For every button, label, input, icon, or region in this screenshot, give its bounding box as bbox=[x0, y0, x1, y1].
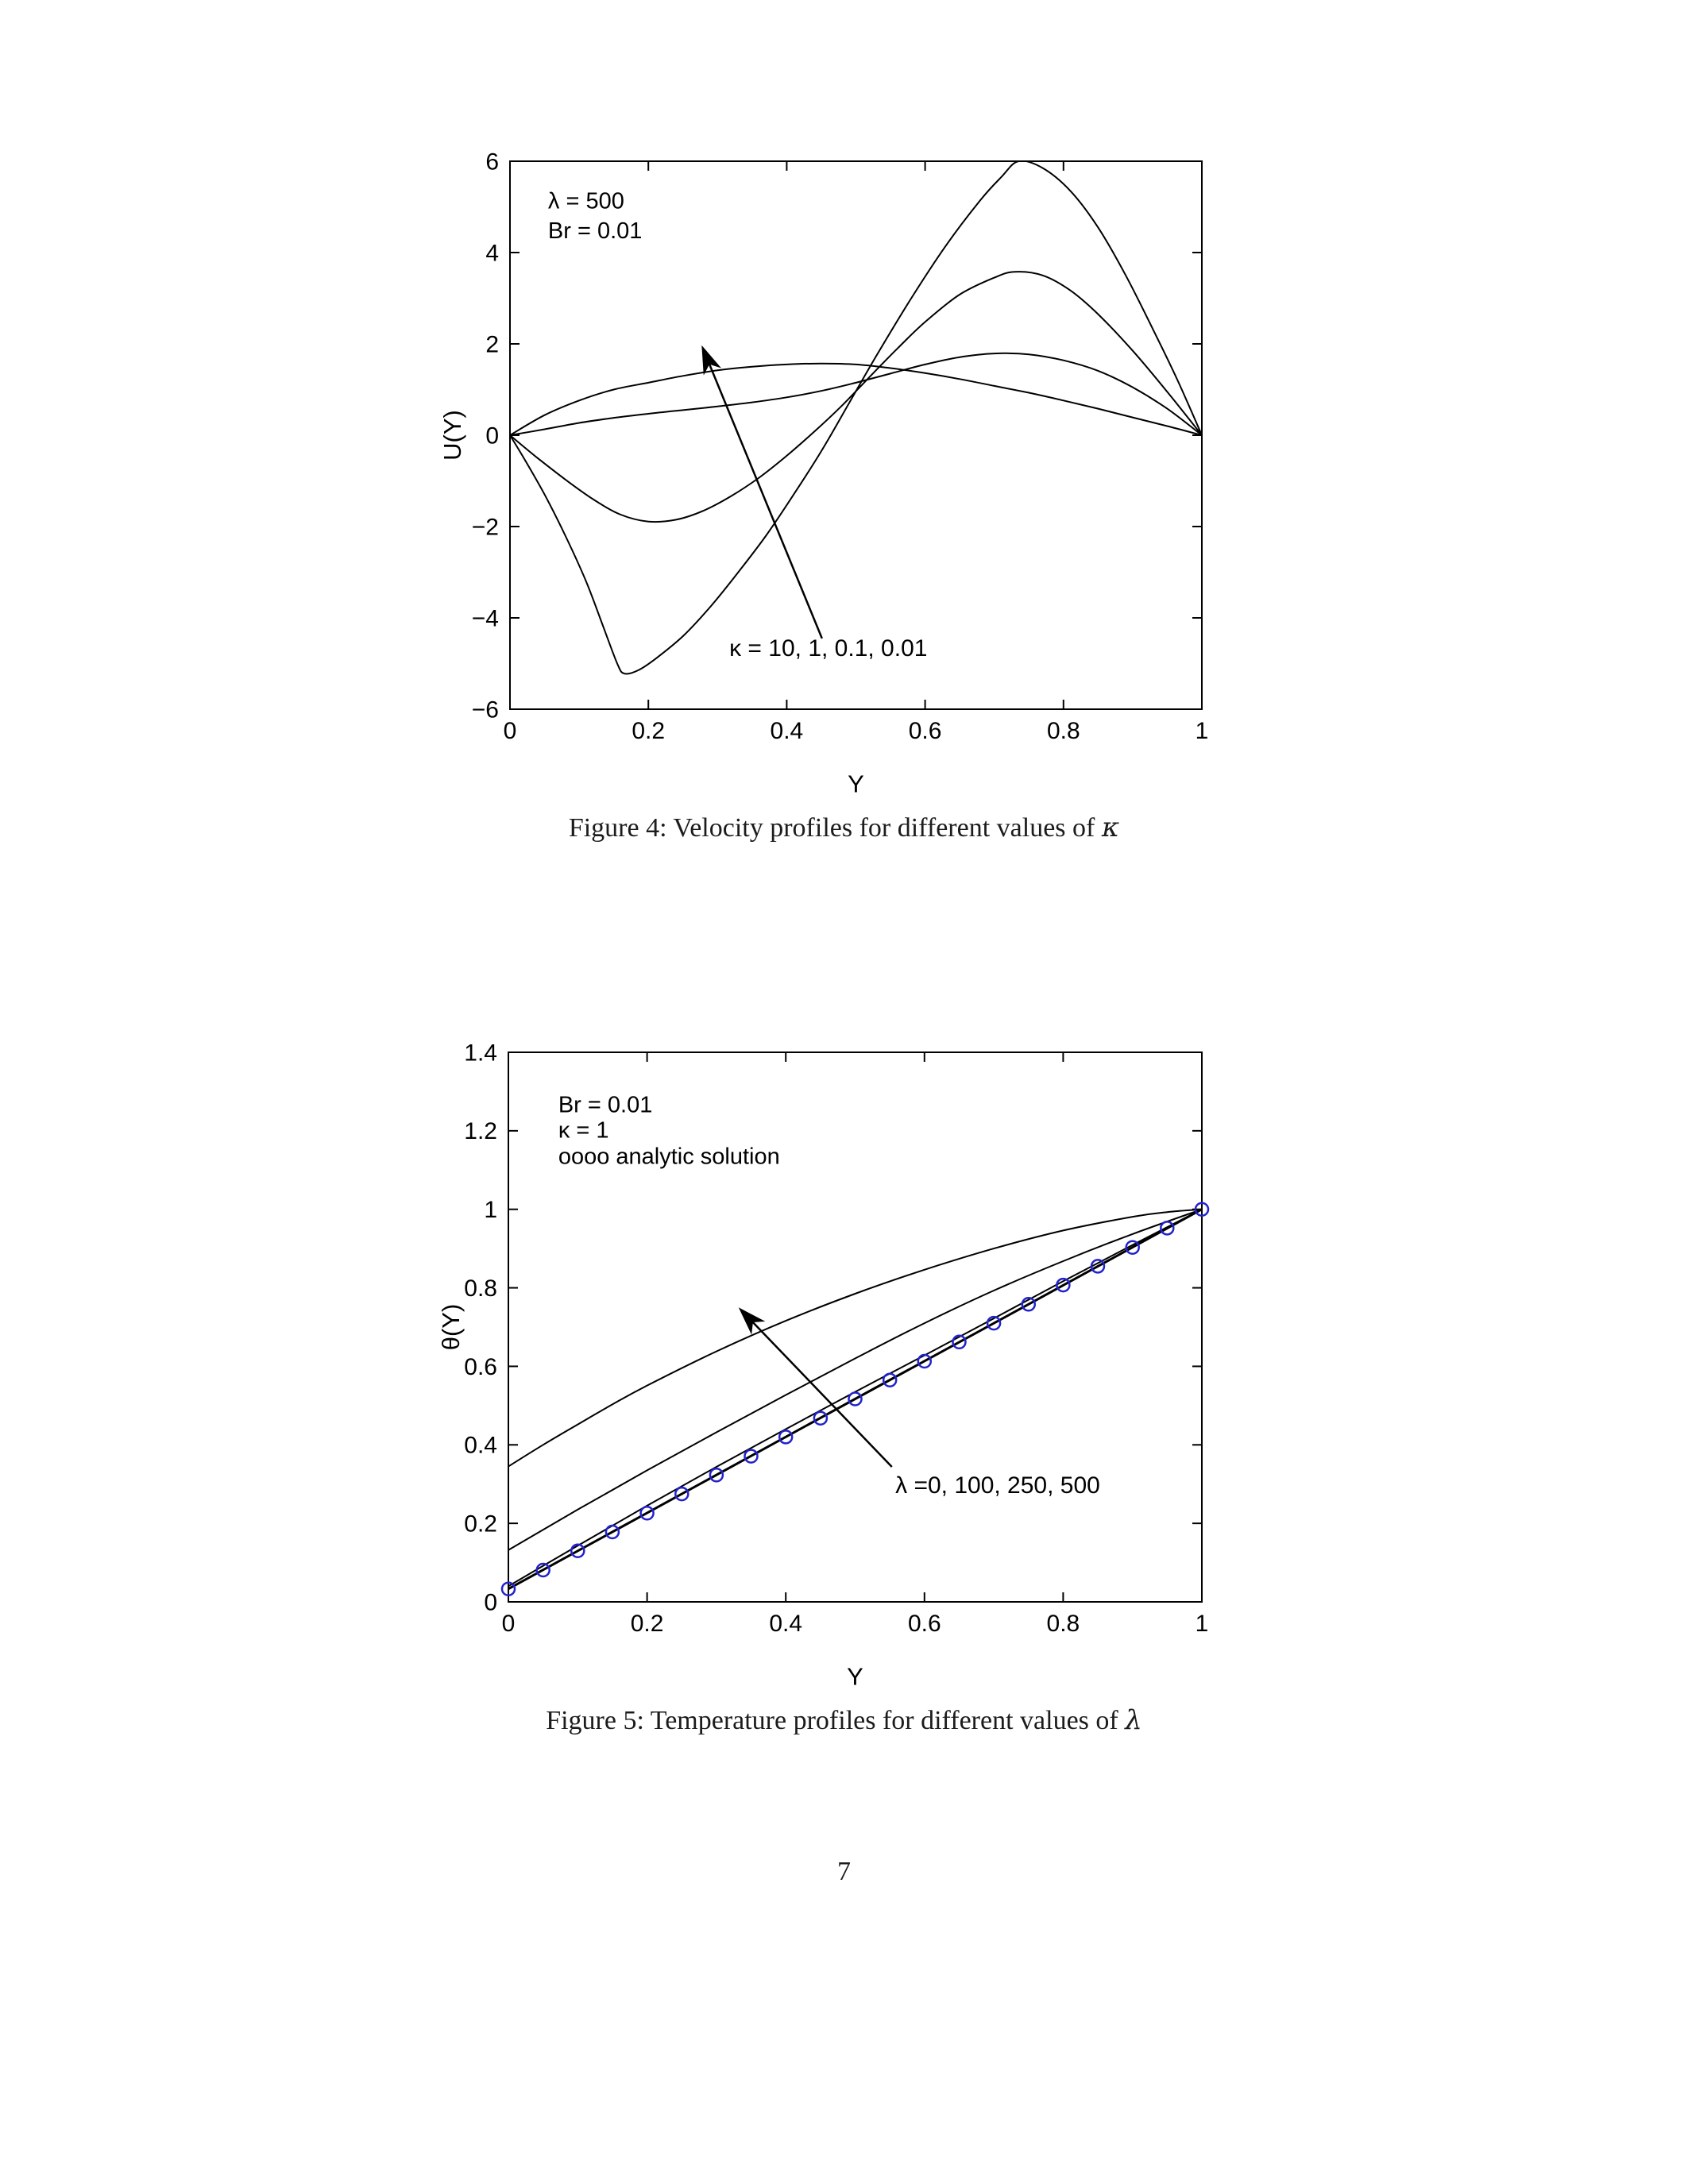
y-tick-label: 0 bbox=[484, 1589, 497, 1616]
y-tick-label: 0.8 bbox=[464, 1275, 497, 1302]
y-tick-label: 0.6 bbox=[464, 1353, 497, 1380]
x-tick-label: 0.2 bbox=[632, 717, 666, 744]
series-group bbox=[508, 1210, 1202, 1589]
figure4-velocity-chart bbox=[429, 103, 1247, 802]
plot-annotation: κ = 1 bbox=[558, 1117, 609, 1144]
series-κ = 10 bbox=[510, 364, 1202, 435]
y-tick-label: 0.4 bbox=[464, 1432, 497, 1459]
x-tick-label: 0.8 bbox=[1046, 1610, 1080, 1637]
y-tick-label: 6 bbox=[485, 149, 499, 176]
x-axis-label: Y bbox=[847, 1662, 863, 1691]
x-tick-label: 0.2 bbox=[630, 1610, 664, 1637]
page-number: 7 bbox=[837, 1857, 851, 1886]
figure4-caption bbox=[0, 812, 1688, 843]
y-tick-label: 1.4 bbox=[464, 1040, 497, 1067]
y-tick-label: 1.2 bbox=[464, 1118, 497, 1145]
x-tick-label: 0.4 bbox=[770, 717, 804, 744]
figure4-caption-symbol: κ bbox=[1101, 812, 1120, 843]
series-κ = 0.1 bbox=[510, 272, 1202, 522]
x-axis-label: Y bbox=[848, 770, 864, 798]
arrow-line bbox=[753, 1322, 892, 1467]
y-axis-label: θ(Y) bbox=[437, 1303, 465, 1351]
plot-annotation: Br = 0.01 bbox=[558, 1092, 653, 1118]
x-tick-label: 0.6 bbox=[908, 717, 942, 744]
x-tick-label: 0.4 bbox=[769, 1610, 803, 1637]
y-tick-label: −2 bbox=[471, 514, 499, 541]
y-tick-label: 0 bbox=[485, 423, 499, 450]
plot-annotation: oooo analytic solution bbox=[558, 1144, 780, 1170]
y-axis-label: U(Y) bbox=[438, 410, 466, 461]
y-tick-label: 4 bbox=[485, 240, 499, 267]
figure5-caption-symbol: λ bbox=[1125, 1704, 1142, 1736]
plot-annotation: λ = 500 bbox=[547, 188, 624, 214]
y-tick-label: 0.2 bbox=[464, 1511, 497, 1538]
x-tick-label: 0 bbox=[503, 717, 517, 744]
figure5-temperature-chart bbox=[429, 997, 1247, 1696]
x-tick-label: 1 bbox=[1195, 717, 1209, 744]
y-tick-label: 1 bbox=[484, 1197, 497, 1224]
series-values-label: κ = 10, 1, 0.1, 0.01 bbox=[729, 635, 928, 662]
x-tick-label: 0.8 bbox=[1046, 717, 1080, 744]
x-tick-label: 1 bbox=[1195, 1610, 1209, 1637]
series-κ = 1 bbox=[510, 353, 1202, 435]
series-values-label: λ =0, 100, 250, 500 bbox=[895, 1472, 1100, 1499]
y-tick-label: 2 bbox=[485, 331, 499, 358]
series-λ = 0 bbox=[508, 1210, 1202, 1589]
figure5-caption bbox=[0, 1704, 1688, 1736]
plot-annotation: Br = 0.01 bbox=[547, 218, 643, 244]
figure5-caption-text: Figure 5: Temperature profiles for different values of bbox=[546, 1706, 1126, 1735]
x-tick-label: 0 bbox=[501, 1610, 516, 1637]
y-tick-label: −6 bbox=[471, 696, 499, 723]
axis-box bbox=[508, 1052, 1202, 1602]
figure4-caption-text: Figure 4: Velocity profiles for different values of bbox=[568, 813, 1102, 843]
y-tick-label: −4 bbox=[471, 605, 499, 632]
x-tick-label: 0.6 bbox=[907, 1610, 941, 1637]
arrow-line bbox=[709, 365, 822, 639]
